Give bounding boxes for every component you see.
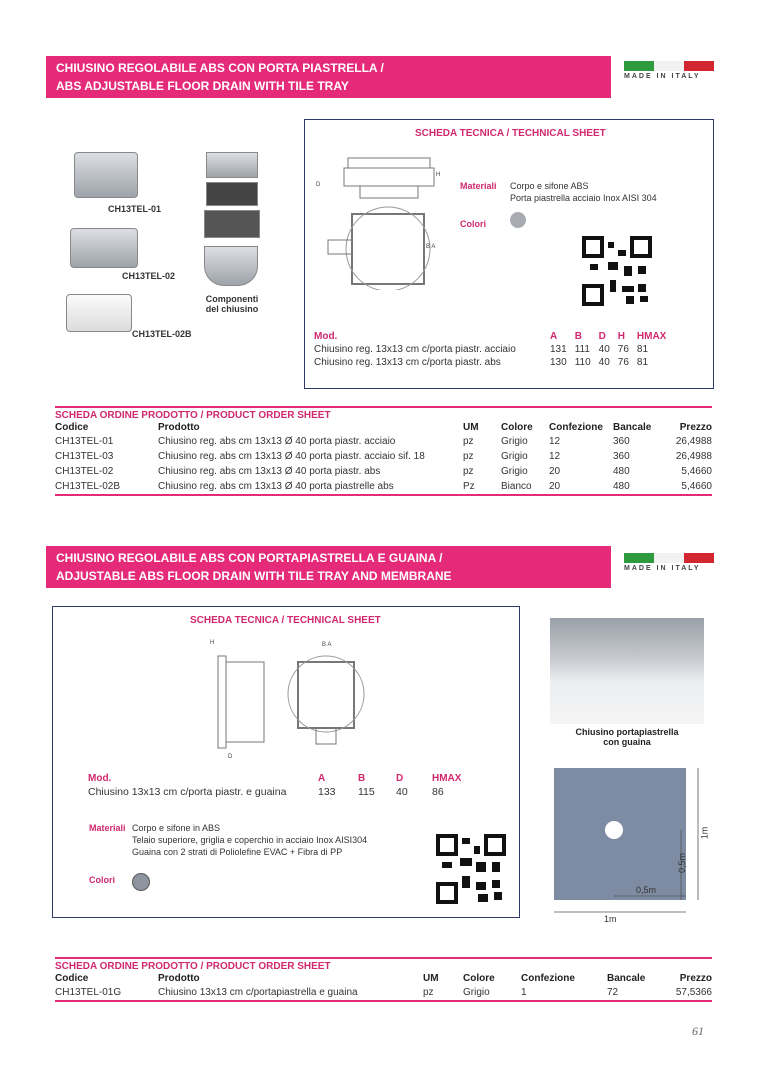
- membrane-dimension-diagram: [548, 762, 718, 932]
- order-sheet-1: [55, 406, 712, 496]
- order-sheet-2: [55, 957, 712, 1002]
- svg-text:B A: B A: [426, 244, 436, 250]
- product-photo-with-membrane: [550, 618, 704, 724]
- colori-label: Colori: [460, 219, 486, 229]
- product-photo-ch13tel-02b: [66, 294, 132, 332]
- technical-drawing-2: [200, 634, 370, 764]
- section1-title-it: CHIUSINO REGOLABILE ABS CON PORTA PIASTRELLA /: [56, 61, 384, 75]
- table-row: CH13TEL-01 Chiusino reg. abs cm 13x13 Ø 40 porta piastr. acciaio pz Grigio 12 360 26,4988: [55, 436, 712, 447]
- table-row: Chiusino reg. 13x13 cm c/porta piastr. acciaio 131 111 40 76 81: [314, 344, 649, 355]
- technical-sheet-title: SCHEDA TECNICA / TECHNICAL SHEET: [190, 615, 381, 626]
- table-row: CH13TEL-01G Chiusino 13x13 cm c/portapiastrella e guaina pz Grigio 1 72 57,5366: [55, 985, 712, 1001]
- table-row: CH13TEL-02 Chiusino reg. abs cm 13x13 Ø 40 porta piastr. abs pz Grigio 20 480 5,4660: [55, 466, 712, 477]
- component-body-photo: [204, 246, 258, 286]
- component-grate-photo: [206, 152, 258, 178]
- product-photo-ch13tel-02: [70, 228, 138, 268]
- made-in-italy-badge: MADE IN ITALY: [624, 553, 714, 572]
- materiali-line: Corpo e sifone in ABS: [132, 823, 221, 833]
- materiali-line: Telaio superiore, griglia e coperchio in acciaio Inox AISI304: [132, 835, 368, 845]
- table-row: Chiusino reg. 13x13 cm c/porta piastr. abs 130 110 40 76 81: [314, 357, 649, 368]
- image-label: CH13TEL-02: [122, 271, 176, 281]
- order-sheet-title: SCHEDA ORDINE PRODOTTO / PRODUCT ORDER SHEET: [55, 406, 712, 421]
- dimension-label: 0,5m: [636, 885, 657, 895]
- svg-text:H: H: [210, 640, 215, 646]
- svg-text:B A: B A: [322, 642, 332, 648]
- materiali-line: Guaina con 2 strati di Poliolefine EVAC + Fibra di PP: [132, 847, 343, 857]
- dimension-label: 1m: [699, 826, 710, 840]
- photo-caption: Chiusino portapiastrella con guaina: [575, 727, 679, 747]
- order-table-1: Codice Prodotto UM Colore Confezione Bancale Prezzo CH13TEL-01 Chiusino reg. abs cm 13x13 Ø 40 porta piastr. acciaio pz Grigio 12 360 26,4988 CH13TEL-03 Chiusino reg. abs cm 13x13 Ø 40 porta piastr. acciaio sif. 18 pz Grigio 12 360 26,4988 CH13TEL-02 Chiusino reg. abs cm 13x13 Ø 40 porta piastr. abs pz Grigio 20 480 5,4660 CH13TEL-02B Chiusino reg. abs cm 13x13 Ø 40 porta piastrelle abs Pz Bianco 20 480 5,4660: [55, 421, 712, 496]
- colori-label: Colori: [89, 875, 115, 885]
- made-in-italy-badge: MADE IN ITALY: [624, 61, 714, 80]
- materiali-label: Materiali: [460, 181, 497, 191]
- spec-table-2: Mod. A B D HMAX Chiusino 13x13 cm c/porta piastr. e guaina 133 115 40 86: [84, 772, 465, 799]
- qr-code-icon: [436, 834, 506, 904]
- page-number: 61: [692, 1024, 704, 1038]
- italian-flag-icon: [624, 61, 714, 71]
- product-photo-ch13tel-01: [74, 152, 138, 198]
- qr-code-icon: [582, 236, 652, 306]
- section2-banner: [46, 546, 611, 588]
- component-frame-photo: [206, 182, 258, 206]
- table-row: CH13TEL-03 Chiusino reg. abs cm 13x13 Ø 40 porta piastr. acciaio sif. 18 pz Grigio 12 360 26,4988: [55, 451, 712, 462]
- order-sheet-title: SCHEDA ORDINE PRODOTTO / PRODUCT ORDER SHEET: [55, 957, 712, 972]
- section2-title-en: ADJUSTABLE ABS FLOOR DRAIN WITH TILE TRAY AND MEMBRANE: [56, 569, 452, 583]
- table-row: CH13TEL-02B Chiusino reg. abs cm 13x13 Ø 40 porta piastrelle abs Pz Bianco 20 480 5,4660: [55, 479, 712, 495]
- components-caption: Componenti del chiusino: [205, 294, 259, 314]
- materiali-line: Corpo e sifone ABS: [510, 181, 589, 191]
- table-row: Chiusino 13x13 cm c/porta piastr. e guaina 133 115 40 86: [88, 786, 444, 798]
- section1-title-en: ABS ADJUSTABLE FLOOR DRAIN WITH TILE TRAY: [56, 79, 349, 93]
- materiali-line: Porta piastrella acciaio Inox AISI 304: [510, 193, 657, 203]
- technical-drawing-1: [314, 150, 444, 290]
- svg-text:D: D: [228, 754, 233, 760]
- spec-table-1: Mod. A B D H HMAX Chiusino reg. 13x13 cm c/porta piastr. acciaio 131 111 40 76 81 Chiusino reg. 13x13 cm c/porta piastr. abs 130 110 40 76 81: [310, 330, 670, 369]
- technical-sheet-title: SCHEDA TECNICA / TECHNICAL SHEET: [415, 128, 606, 139]
- color-swatch-grey: [510, 212, 526, 228]
- dimension-label: 1m: [604, 914, 617, 924]
- section2-title-it: CHIUSINO REGOLABILE ABS CON PORTAPIASTRELLA E GUAINA /: [56, 551, 443, 565]
- materiali-label: Materiali: [89, 823, 126, 833]
- svg-text:D: D: [316, 182, 321, 188]
- italian-flag-icon: [624, 553, 714, 563]
- image-label: CH13TEL-02B: [132, 329, 192, 339]
- color-swatch-grey: [132, 873, 150, 891]
- section1-banner: [46, 56, 611, 98]
- svg-text:H: H: [436, 172, 441, 178]
- image-label: CH13TEL-01: [108, 204, 162, 214]
- order-table-2: Codice Prodotto UM Colore Confezione Bancale Prezzo CH13TEL-01G Chiusino 13x13 cm c/portapiastrella e guaina pz Grigio 1 72 57,5366: [55, 972, 712, 1002]
- component-flange-photo: [204, 210, 260, 238]
- dimension-label: 0,5m: [677, 852, 688, 874]
